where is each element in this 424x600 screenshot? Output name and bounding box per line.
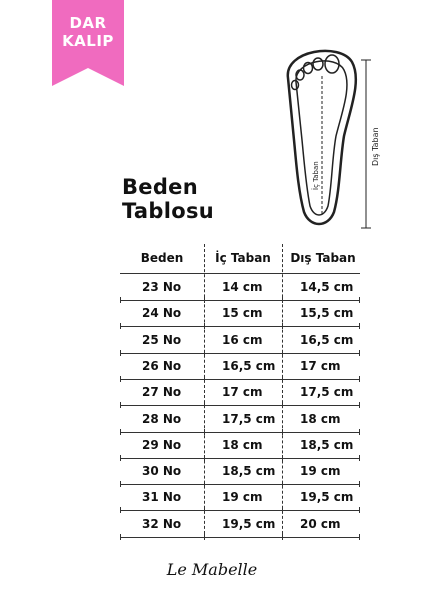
header-outer-sole: Dış Taban [290, 251, 356, 265]
outer-sole-cell: 16,5 cm [300, 332, 354, 347]
outer-sole-cell: 17,5 cm [300, 385, 354, 400]
header-size: Beden [140, 251, 184, 265]
size-cell: 28 No [142, 411, 182, 426]
inner-sole-cell: 18 cm [222, 437, 263, 452]
row-tick [204, 534, 205, 540]
row-tick [359, 534, 360, 540]
inner-sole-cell: 18,5 cm [222, 464, 276, 479]
row-tick [282, 534, 283, 540]
table-row [120, 484, 360, 510]
foot-outline-icon [270, 40, 390, 240]
table-row [120, 432, 360, 458]
inner-sole-cell: 17,5 cm [222, 411, 276, 426]
inner-sole-cell: 16 cm [222, 332, 263, 347]
outer-sole-cell: 19,5 cm [300, 490, 354, 505]
size-cell: 31 No [142, 490, 182, 505]
table-row [120, 327, 360, 353]
row-tick [120, 534, 121, 540]
size-cell: 30 No [142, 464, 182, 479]
size-cell: 25 No [142, 332, 182, 347]
size-table [120, 244, 360, 544]
badge-line1: DAR [69, 14, 107, 32]
inner-sole-cell: 14 cm [222, 280, 263, 294]
row-divider [120, 537, 360, 538]
badge-line2: KALIP [62, 32, 114, 50]
size-cell: 24 No [142, 306, 182, 321]
header-inner-sole: İç Taban [215, 251, 271, 265]
outer-sole-cell: 18,5 cm [300, 437, 354, 452]
title-line1: Beden [122, 175, 198, 199]
outer-sole-cell: 19 cm [300, 464, 341, 479]
table-row [120, 511, 360, 537]
outer-sole-cell: 17 cm [300, 358, 341, 373]
table-row [120, 353, 360, 379]
title-line2: Tablosu [122, 199, 214, 223]
dar-kalip-badge [52, 0, 124, 86]
size-cell: 23 No [142, 280, 182, 294]
outer-sole-cell: 20 cm [300, 516, 341, 531]
outer-sole-cell: 15,5 cm [300, 306, 354, 321]
inner-sole-cell: 17 cm [222, 385, 263, 400]
inner-sole-label: İç Taban [312, 161, 320, 190]
size-chart-title [122, 175, 214, 223]
outer-sole-label: Dış Taban [371, 127, 380, 166]
table-row [120, 379, 360, 405]
table-row [120, 300, 360, 326]
brand-logo: Le Mabelle [166, 560, 258, 579]
outer-sole-cell: 14,5 cm [300, 280, 354, 294]
inner-sole-cell: 16,5 cm [222, 358, 276, 373]
badge-text [52, 14, 124, 50]
inner-sole-cell: 15 cm [222, 306, 263, 321]
table-row [120, 458, 360, 484]
inner-sole-cell: 19 cm [222, 490, 263, 505]
size-cell: 26 No [142, 358, 182, 373]
table-row [120, 274, 360, 300]
size-cell: 32 No [142, 516, 182, 531]
outer-sole-cell: 18 cm [300, 411, 341, 426]
table-row [120, 406, 360, 432]
foot-diagram [270, 40, 390, 240]
size-cell: 27 No [142, 385, 182, 400]
inner-sole-cell: 19,5 cm [222, 516, 276, 531]
size-cell: 29 No [142, 437, 182, 452]
